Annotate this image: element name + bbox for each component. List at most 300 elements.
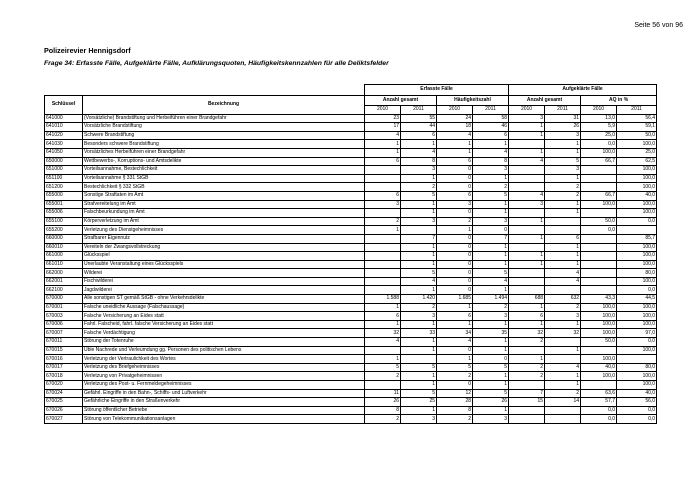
header-key: Schlüssel [45, 95, 83, 114]
cell-value: 7 [473, 234, 509, 243]
cell-value [365, 166, 401, 175]
cell-value: 4 [365, 338, 401, 347]
cell-value: 2 [401, 303, 437, 312]
cell-value: 0,0 [617, 406, 657, 415]
cell-value [581, 243, 617, 252]
cell-value: 100,0 [617, 183, 657, 192]
header-rate: AQ in % [581, 95, 657, 106]
cell-value: 100,0 [581, 355, 617, 364]
cell-key: 641010 [45, 123, 83, 132]
cell-value [509, 415, 545, 424]
cell-value: 2 [437, 415, 473, 424]
cell-value [581, 269, 617, 278]
cell-value: 1 [401, 174, 437, 183]
cell-value [365, 286, 401, 295]
cell-value: 3 [473, 166, 509, 175]
cell-description: (Vorsätzliche) Brandstiftung und Herbeiführen einer Brandgefahr [83, 114, 365, 123]
cell-value [545, 286, 581, 295]
table-body [45, 114, 657, 423]
cell-value: 2 [545, 303, 581, 312]
cell-value: 44 [401, 123, 437, 132]
cell-description: Falsche uneidliche Aussage (Falschaussage) [83, 303, 365, 312]
header-year: 2010 [365, 106, 401, 115]
table-row [45, 226, 657, 235]
cell-value [365, 183, 401, 192]
cell-value: 0,0 [581, 415, 617, 424]
cell-value: 59,1 [617, 123, 657, 132]
cell-value: 26 [365, 398, 401, 407]
cell-value: 1 [509, 252, 545, 261]
cell-value [581, 174, 617, 183]
cell-value: 1 [509, 123, 545, 132]
table-row [45, 131, 657, 140]
cell-value: 1.420 [401, 295, 437, 304]
cell-value: 3 [545, 131, 581, 140]
cell-value: 100,0 [617, 140, 657, 149]
cell-value: 6 [365, 191, 401, 200]
cell-value: 3 [545, 166, 581, 175]
cell-value [509, 269, 545, 278]
cell-value: 0 [437, 260, 473, 269]
cell-key: 641050 [45, 148, 83, 157]
cell-value: 0 [437, 346, 473, 355]
cell-value: 1 [473, 252, 509, 261]
table-row [45, 303, 657, 312]
cell-value: 18 [437, 123, 473, 132]
cell-value [365, 234, 401, 243]
table-row [45, 166, 657, 175]
cell-value: 100,0 [581, 200, 617, 209]
cell-description: Verletzung des Dienstgeheimnisses [83, 226, 365, 235]
table-row [45, 398, 657, 407]
table-row [45, 114, 657, 123]
cell-value: 100,0 [617, 174, 657, 183]
cell-value: 1 [401, 338, 437, 347]
table-row [45, 277, 657, 286]
cell-value: 34 [437, 329, 473, 338]
cell-value: 2 [545, 389, 581, 398]
cell-value: 1 [509, 260, 545, 269]
cell-value [581, 286, 617, 295]
cell-value: 66,7 [581, 157, 617, 166]
table-row [45, 157, 657, 166]
cell-value: 58 [473, 114, 509, 123]
cell-value [365, 243, 401, 252]
cell-value: 1 [545, 140, 581, 149]
cell-value: 2 [473, 183, 509, 192]
cell-value: 3 [401, 415, 437, 424]
cell-value: 2 [365, 372, 401, 381]
header-spacer [45, 85, 83, 96]
cell-description: Sonstige Straftaten im Amt [83, 191, 365, 200]
cell-value: 8 [365, 406, 401, 415]
cell-value: 28 [437, 398, 473, 407]
cell-value: 3 [401, 312, 437, 321]
cell-value [365, 174, 401, 183]
cell-value: 5 [473, 191, 509, 200]
cell-value: 3 [545, 312, 581, 321]
cell-value: 1 [473, 243, 509, 252]
cell-value: 3 [473, 217, 509, 226]
cell-value: 1 [473, 209, 509, 218]
cell-value: 1 [545, 174, 581, 183]
cell-value: 6 [509, 312, 545, 321]
cell-value: 100,0 [617, 277, 657, 286]
cell-value: 32 [545, 329, 581, 338]
cell-value: 26 [473, 398, 509, 407]
cell-value [365, 260, 401, 269]
cell-value [509, 346, 545, 355]
cell-description: Falschbeurkundung im Amt [83, 209, 365, 218]
cell-value: 1 [473, 200, 509, 209]
cell-value: 100,0 [581, 312, 617, 321]
cell-value: 1 [401, 346, 437, 355]
header-year: 2011 [401, 106, 437, 115]
cell-key: 670011 [45, 338, 83, 347]
table-row [45, 191, 657, 200]
cell-value: 4 [509, 157, 545, 166]
cell-value: 1 [401, 260, 437, 269]
cell-description: Alle sonstigen ST gemäß StGB - ohne Verkehrsdelikte [83, 295, 365, 304]
cell-value: 1 [509, 303, 545, 312]
cell-value: 100,0 [581, 372, 617, 381]
cell-value: 8 [473, 157, 509, 166]
cell-value: 14 [545, 398, 581, 407]
cell-value: 1 [545, 200, 581, 209]
cell-description: Wettbewerbs-, Korruptions- und Amtsdelikte [83, 157, 365, 166]
cell-value: 25,0 [581, 131, 617, 140]
cell-key: 662100 [45, 286, 83, 295]
cell-value: 5,9 [581, 123, 617, 132]
cell-value [509, 243, 545, 252]
cell-value: 1 [401, 252, 437, 261]
cell-value: 100,0 [617, 243, 657, 252]
cell-value [509, 140, 545, 149]
cell-key: 655006 [45, 209, 83, 218]
table-row [45, 200, 657, 209]
cell-value: 0 [473, 355, 509, 364]
cell-value: 2 [545, 183, 581, 192]
cell-value: 4 [473, 277, 509, 286]
table-row [45, 252, 657, 261]
cell-value: 1 [473, 372, 509, 381]
cell-value: 11 [365, 389, 401, 398]
cell-value: 100,0 [617, 320, 657, 329]
cell-value: 0 [437, 252, 473, 261]
cell-value: 100,0 [617, 260, 657, 269]
cell-value: 15 [509, 398, 545, 407]
cell-value: 57,7 [581, 398, 617, 407]
cell-value: 97,0 [617, 329, 657, 338]
cell-value: 2 [509, 372, 545, 381]
cell-value: 1 [401, 200, 437, 209]
header-total-solved: Anzahl gesamt [509, 95, 581, 106]
cell-value: 1 [473, 338, 509, 347]
header-spacer [83, 85, 365, 96]
cell-value: 100,0 [581, 148, 617, 157]
cell-value: 43,3 [581, 295, 617, 304]
cell-value [509, 209, 545, 218]
cell-value [401, 355, 437, 364]
cell-value: 1 [545, 346, 581, 355]
cell-value [581, 166, 617, 175]
cell-value: 2 [365, 415, 401, 424]
cell-description: Jagdwilderei [83, 286, 365, 295]
cell-value: 6 [437, 157, 473, 166]
cell-description: Vorteilsannahme, Bestechlichkeit [83, 166, 365, 175]
cell-value: 2 [545, 191, 581, 200]
cell-value [365, 346, 401, 355]
cell-description: Körperverletzung im Amt [83, 217, 365, 226]
cell-key: 670020 [45, 381, 83, 390]
cell-value: 6 [437, 312, 473, 321]
cell-value: 0,0 [581, 140, 617, 149]
table-row [45, 320, 657, 329]
cell-key: 670017 [45, 363, 83, 372]
cell-value: 1 [545, 372, 581, 381]
cell-value: 100,0 [617, 381, 657, 390]
table-row [45, 217, 657, 226]
cell-value: 2 [437, 217, 473, 226]
cell-key: 655000 [45, 191, 83, 200]
cell-value: 1 [509, 148, 545, 157]
cell-description: Schwere Brandstiftung [83, 131, 365, 140]
cell-value: 2 [509, 338, 545, 347]
cell-value: 1 [365, 148, 401, 157]
cell-key: 641020 [45, 131, 83, 140]
cell-value: 0,0 [617, 415, 657, 424]
cell-value [509, 406, 545, 415]
header-year: 2011 [617, 106, 657, 115]
cell-value: 0,0 [617, 217, 657, 226]
table-row [45, 406, 657, 415]
cell-value: 1 [401, 381, 437, 390]
cell-value: 3 [473, 415, 509, 424]
cell-value [509, 174, 545, 183]
cell-key: 651200 [45, 183, 83, 192]
cell-value [545, 406, 581, 415]
cell-value: 2 [401, 183, 437, 192]
cell-value [581, 234, 617, 243]
cell-value [365, 381, 401, 390]
cell-value: 4 [437, 338, 473, 347]
cell-value: 1 [473, 260, 509, 269]
cell-key: 662001 [45, 277, 83, 286]
cell-value: 85,7 [617, 234, 657, 243]
cell-value [401, 226, 437, 235]
header-year: 2010 [437, 106, 473, 115]
cell-value: 1 [437, 355, 473, 364]
cell-value: 100,0 [581, 303, 617, 312]
cell-value: 100,0 [617, 252, 657, 261]
cell-value: 40,0 [617, 389, 657, 398]
cell-value: 1 [545, 320, 581, 329]
cell-value [581, 381, 617, 390]
cell-value: 4 [365, 131, 401, 140]
cell-value: 6 [365, 312, 401, 321]
table-row [45, 329, 657, 338]
cell-description: Gefährliche Eingriffe in den Straßenverkehr [83, 398, 365, 407]
table-row [45, 183, 657, 192]
cell-value [617, 355, 657, 364]
cell-value: 32 [509, 329, 545, 338]
cell-value: 3 [509, 114, 545, 123]
cell-value: 1 [545, 209, 581, 218]
cell-value: 2 [437, 372, 473, 381]
cell-value: 100,0 [617, 166, 657, 175]
cell-value: 3 [509, 200, 545, 209]
cell-key: 670003 [45, 312, 83, 321]
cell-key: 651100 [45, 174, 83, 183]
cell-value: 1 [473, 140, 509, 149]
header-total: Anzahl gesamt [365, 95, 437, 106]
cell-value [509, 183, 545, 192]
cell-value: 1 [401, 286, 437, 295]
cell-value: 1 [509, 217, 545, 226]
cell-value: 688 [509, 295, 545, 304]
cell-value: 4 [401, 148, 437, 157]
cell-value: 80,0 [617, 269, 657, 278]
cell-value: 2 [473, 303, 509, 312]
cell-key: 661000 [45, 252, 83, 261]
cell-description: Üble Nachrede und Verleumdung gg. Personen des politischen Lebens [83, 346, 365, 355]
cell-value: 62,5 [617, 157, 657, 166]
cell-value [545, 415, 581, 424]
cell-value [509, 226, 545, 235]
cell-value: 0,0 [581, 226, 617, 235]
cell-value: 100,0 [617, 200, 657, 209]
cell-description: Verletzung von Privatgeheimnissen [83, 372, 365, 381]
cell-value: 80,0 [617, 363, 657, 372]
cell-key: 670026 [45, 406, 83, 415]
cell-key: 670018 [45, 372, 83, 381]
cell-value: 4 [401, 277, 437, 286]
cell-value: 3 [401, 166, 437, 175]
cell-key: 661010 [45, 260, 83, 269]
cell-key: 670025 [45, 398, 83, 407]
table-row [45, 346, 657, 355]
cell-value: 1 [545, 260, 581, 269]
cell-key: 655100 [45, 217, 83, 226]
cell-key: 670027 [45, 415, 83, 424]
cell-value: 50,0 [581, 338, 617, 347]
cell-value: 0 [473, 226, 509, 235]
cell-value: 6 [437, 191, 473, 200]
cell-key: 650000 [45, 157, 83, 166]
cell-value: 46 [473, 123, 509, 132]
cell-value: 6 [365, 157, 401, 166]
cell-value: 1 [509, 320, 545, 329]
cell-value: 100,0 [617, 346, 657, 355]
table-row [45, 355, 657, 364]
table-row [45, 174, 657, 183]
cell-value: 63,6 [581, 389, 617, 398]
cell-description: Vorteilsannahme § 331 StGB [83, 174, 365, 183]
cell-value: 66,7 [581, 191, 617, 200]
cell-value: 100,0 [617, 372, 657, 381]
header-year: 2010 [581, 106, 617, 115]
cell-value: 5 [473, 269, 509, 278]
cell-description: Gefährl. Eingriffe in den Bahn-, Schiffs- und Luftverkehr [83, 389, 365, 398]
table-row [45, 243, 657, 252]
cell-value: 2 [509, 363, 545, 372]
cell-value: 100,0 [581, 320, 617, 329]
cell-value: 50,0 [617, 131, 657, 140]
cell-key: 641030 [45, 140, 83, 149]
cell-value: 0 [437, 381, 473, 390]
cell-key: 670006 [45, 320, 83, 329]
cell-key: 655200 [45, 226, 83, 235]
cell-value: 25 [401, 398, 437, 407]
cell-value [581, 209, 617, 218]
cell-value: 55 [401, 114, 437, 123]
cell-description: Wilderei [83, 269, 365, 278]
cell-value: 4 [545, 363, 581, 372]
cell-value: 4 [545, 269, 581, 278]
cell-value [581, 277, 617, 286]
cell-value: 4 [473, 148, 509, 157]
cell-value: 25,0 [617, 148, 657, 157]
cell-value: 24 [437, 114, 473, 123]
page-number: Seite 56 von 96 [634, 22, 683, 29]
cell-value: 0,0 [617, 338, 657, 347]
table-row [45, 234, 657, 243]
cell-value [509, 286, 545, 295]
cell-key: 655001 [45, 200, 83, 209]
cell-key: 641000 [45, 114, 83, 123]
cell-value: 1 [473, 381, 509, 390]
cell-value: 1 [365, 355, 401, 364]
cell-key: 662000 [45, 269, 83, 278]
header-year: 2011 [473, 106, 509, 115]
cell-value: 0 [437, 286, 473, 295]
cell-value: 2 [365, 217, 401, 226]
cell-value: 1 [545, 381, 581, 390]
cell-value: 6 [545, 234, 581, 243]
table-row [45, 140, 657, 149]
cell-value: 100,0 [617, 209, 657, 218]
cell-value: 1 [473, 286, 509, 295]
cell-value [545, 355, 581, 364]
table-row [45, 260, 657, 269]
table-row [45, 372, 657, 381]
table-row [45, 209, 657, 218]
cell-value: 50,0 [581, 217, 617, 226]
cell-value: 8 [401, 157, 437, 166]
table-row [45, 269, 657, 278]
cell-value: 1 [365, 303, 401, 312]
cell-value: 5 [473, 389, 509, 398]
cell-key: 660000 [45, 234, 83, 243]
statistics-table [44, 84, 657, 424]
cell-value: 1 [473, 320, 509, 329]
cell-description: Vorsätzliche Brandstiftung [83, 123, 365, 132]
cell-description: Falsche Versicherung an Eides statt [83, 312, 365, 321]
cell-value: 1 [545, 148, 581, 157]
cell-description: Verletzung des Post- u. Fernmeldegeheimnisses [83, 381, 365, 390]
cell-value: 632 [545, 295, 581, 304]
cell-description: Verletzung der Vertraulichkeit des Wortes [83, 355, 365, 364]
header-frequency: Häufigkeitszahl [437, 95, 509, 106]
cell-value [509, 381, 545, 390]
cell-value: 1.588 [365, 295, 401, 304]
cell-description: Unerlaubte Veranstaltung eines Glücksspiels [83, 260, 365, 269]
cell-key: 651000 [45, 166, 83, 175]
organization-title: Polizeirevier Hennigsdorf [44, 46, 131, 55]
cell-value: 1 [401, 140, 437, 149]
cell-value: 5 [401, 389, 437, 398]
cell-value: 3 [401, 217, 437, 226]
